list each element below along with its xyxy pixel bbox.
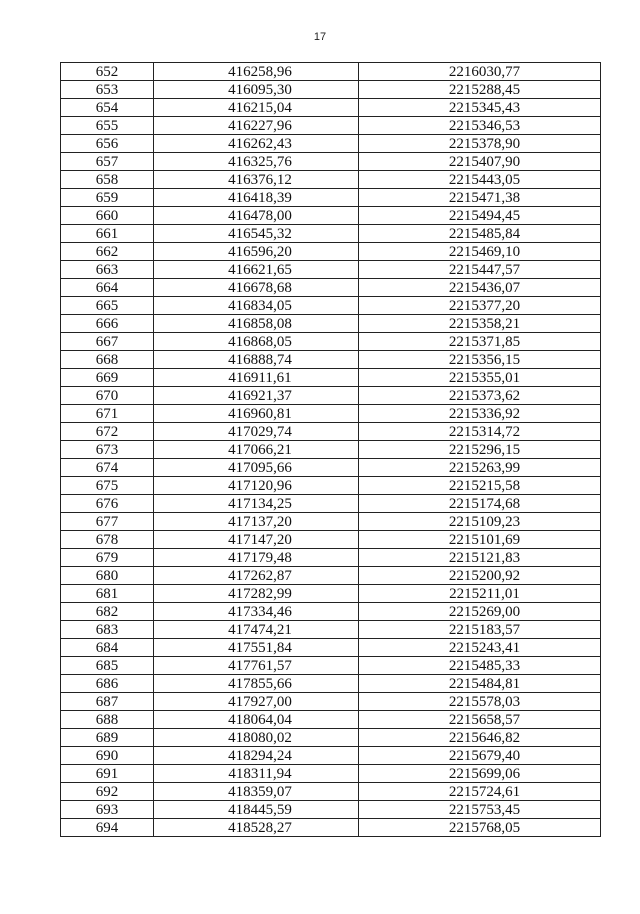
x-coordinate-cell: 416921,37: [154, 387, 359, 405]
x-coordinate-cell: 417137,20: [154, 513, 359, 531]
y-coordinate-cell: 2215288,45: [359, 81, 601, 99]
point-number-cell: 681: [61, 585, 154, 603]
y-coordinate-cell: 2215679,40: [359, 747, 601, 765]
point-number-cell: 678: [61, 531, 154, 549]
table-row: [61, 819, 601, 837]
x-coordinate-cell: 416888,74: [154, 351, 359, 369]
table-row: [61, 261, 601, 279]
x-coordinate-cell: 416227,96: [154, 117, 359, 135]
table-row: [61, 495, 601, 513]
table-row: [61, 423, 601, 441]
point-number-cell: 674: [61, 459, 154, 477]
y-coordinate-cell: 2215314,72: [359, 423, 601, 441]
point-number-cell: 675: [61, 477, 154, 495]
x-coordinate-cell: 416095,30: [154, 81, 359, 99]
table-row: [61, 369, 601, 387]
y-coordinate-cell: 2215436,07: [359, 279, 601, 297]
table-row: [61, 639, 601, 657]
point-number-cell: 661: [61, 225, 154, 243]
x-coordinate-cell: 418064,04: [154, 711, 359, 729]
table-row: [61, 621, 601, 639]
table-row: [61, 333, 601, 351]
x-coordinate-cell: 416325,76: [154, 153, 359, 171]
point-number-cell: 665: [61, 297, 154, 315]
table-row: [61, 585, 601, 603]
table-row: [61, 441, 601, 459]
y-coordinate-cell: 2215358,21: [359, 315, 601, 333]
table-row: [61, 225, 601, 243]
table-row: [61, 729, 601, 747]
y-coordinate-cell: 2215269,00: [359, 603, 601, 621]
y-coordinate-cell: 2215469,10: [359, 243, 601, 261]
x-coordinate-cell: 417066,21: [154, 441, 359, 459]
point-number-cell: 672: [61, 423, 154, 441]
y-coordinate-cell: 2215101,69: [359, 531, 601, 549]
point-number-cell: 682: [61, 603, 154, 621]
point-number-cell: 659: [61, 189, 154, 207]
y-coordinate-cell: 2215296,15: [359, 441, 601, 459]
y-coordinate-cell: 2215346,53: [359, 117, 601, 135]
table-row: [61, 513, 601, 531]
x-coordinate-cell: 416868,05: [154, 333, 359, 351]
y-coordinate-cell: 2215263,99: [359, 459, 601, 477]
y-coordinate-cell: 2215243,41: [359, 639, 601, 657]
table-row: [61, 783, 601, 801]
y-coordinate-cell: 2215356,15: [359, 351, 601, 369]
x-coordinate-cell: 416858,08: [154, 315, 359, 333]
point-number-cell: 691: [61, 765, 154, 783]
x-coordinate-cell: 416418,39: [154, 189, 359, 207]
point-number-cell: 694: [61, 819, 154, 837]
x-coordinate-cell: 416478,00: [154, 207, 359, 225]
table-row: [61, 567, 601, 585]
coordinates-table: [60, 62, 601, 837]
x-coordinate-cell: 416545,32: [154, 225, 359, 243]
point-number-cell: 657: [61, 153, 154, 171]
table-row: [61, 153, 601, 171]
table-row: [61, 207, 601, 225]
x-coordinate-cell: 417262,87: [154, 567, 359, 585]
table-row: [61, 531, 601, 549]
x-coordinate-cell: 416960,81: [154, 405, 359, 423]
table-row: [61, 297, 601, 315]
point-number-cell: 662: [61, 243, 154, 261]
x-coordinate-cell: 417927,00: [154, 693, 359, 711]
y-coordinate-cell: 2215355,01: [359, 369, 601, 387]
table-row: [61, 315, 601, 333]
table-row: [61, 387, 601, 405]
point-number-cell: 671: [61, 405, 154, 423]
y-coordinate-cell: 2215471,38: [359, 189, 601, 207]
table-row: [61, 189, 601, 207]
x-coordinate-cell: 418294,24: [154, 747, 359, 765]
table-row: [61, 405, 601, 423]
x-coordinate-cell: 416678,68: [154, 279, 359, 297]
point-number-cell: 667: [61, 333, 154, 351]
point-number-cell: 689: [61, 729, 154, 747]
y-coordinate-cell: 2215377,20: [359, 297, 601, 315]
point-number-cell: 663: [61, 261, 154, 279]
y-coordinate-cell: 2215447,57: [359, 261, 601, 279]
point-number-cell: 670: [61, 387, 154, 405]
y-coordinate-cell: 2215753,45: [359, 801, 601, 819]
y-coordinate-cell: 2215174,68: [359, 495, 601, 513]
table-row: [61, 135, 601, 153]
y-coordinate-cell: 2215494,45: [359, 207, 601, 225]
x-coordinate-cell: 417095,66: [154, 459, 359, 477]
point-number-cell: 676: [61, 495, 154, 513]
x-coordinate-cell: 417179,48: [154, 549, 359, 567]
point-number-cell: 656: [61, 135, 154, 153]
table-row: [61, 603, 601, 621]
table-row: [61, 459, 601, 477]
point-number-cell: 684: [61, 639, 154, 657]
table-row: [61, 63, 601, 81]
y-coordinate-cell: 2215371,85: [359, 333, 601, 351]
table-row: [61, 801, 601, 819]
x-coordinate-cell: 416258,96: [154, 63, 359, 81]
x-coordinate-cell: 417551,84: [154, 639, 359, 657]
y-coordinate-cell: 2215768,05: [359, 819, 601, 837]
point-number-cell: 655: [61, 117, 154, 135]
point-number-cell: 685: [61, 657, 154, 675]
table-row: [61, 351, 601, 369]
x-coordinate-cell: 418080,02: [154, 729, 359, 747]
table-row: [61, 117, 601, 135]
x-coordinate-cell: 418528,27: [154, 819, 359, 837]
y-coordinate-cell: 2215373,62: [359, 387, 601, 405]
x-coordinate-cell: 417855,66: [154, 675, 359, 693]
y-coordinate-cell: 2215407,90: [359, 153, 601, 171]
x-coordinate-cell: 416621,65: [154, 261, 359, 279]
y-coordinate-cell: 2215485,84: [359, 225, 601, 243]
x-coordinate-cell: 416596,20: [154, 243, 359, 261]
point-number-cell: 664: [61, 279, 154, 297]
table-row: [61, 81, 601, 99]
y-coordinate-cell: 2215578,03: [359, 693, 601, 711]
y-coordinate-cell: 2215646,82: [359, 729, 601, 747]
x-coordinate-cell: 416834,05: [154, 297, 359, 315]
point-number-cell: 687: [61, 693, 154, 711]
point-number-cell: 666: [61, 315, 154, 333]
coordinates-table-body: [61, 63, 601, 837]
x-coordinate-cell: 417147,20: [154, 531, 359, 549]
y-coordinate-cell: 2215724,61: [359, 783, 601, 801]
point-number-cell: 683: [61, 621, 154, 639]
point-number-cell: 680: [61, 567, 154, 585]
y-coordinate-cell: 2215200,92: [359, 567, 601, 585]
y-coordinate-cell: 2215336,92: [359, 405, 601, 423]
table-row: [61, 99, 601, 117]
page-number: 17: [313, 31, 327, 43]
point-number-cell: 693: [61, 801, 154, 819]
x-coordinate-cell: 418311,94: [154, 765, 359, 783]
x-coordinate-cell: 418359,07: [154, 783, 359, 801]
point-number-cell: 652: [61, 63, 154, 81]
y-coordinate-cell: 2215211,01: [359, 585, 601, 603]
x-coordinate-cell: 418445,59: [154, 801, 359, 819]
x-coordinate-cell: 417334,46: [154, 603, 359, 621]
point-number-cell: 669: [61, 369, 154, 387]
table-row: [61, 657, 601, 675]
point-number-cell: 688: [61, 711, 154, 729]
point-number-cell: 690: [61, 747, 154, 765]
table-row: [61, 279, 601, 297]
y-coordinate-cell: 2215183,57: [359, 621, 601, 639]
y-coordinate-cell: 2215378,90: [359, 135, 601, 153]
x-coordinate-cell: 417120,96: [154, 477, 359, 495]
table-row: [61, 711, 601, 729]
table-row: [61, 675, 601, 693]
table-row: [61, 693, 601, 711]
x-coordinate-cell: 417029,74: [154, 423, 359, 441]
point-number-cell: 653: [61, 81, 154, 99]
y-coordinate-cell: 2215345,43: [359, 99, 601, 117]
point-number-cell: 658: [61, 171, 154, 189]
point-number-cell: 668: [61, 351, 154, 369]
y-coordinate-cell: 2215484,81: [359, 675, 601, 693]
x-coordinate-cell: 417282,99: [154, 585, 359, 603]
point-number-cell: 686: [61, 675, 154, 693]
x-coordinate-cell: 416376,12: [154, 171, 359, 189]
x-coordinate-cell: 416911,61: [154, 369, 359, 387]
table-row: [61, 549, 601, 567]
point-number-cell: 654: [61, 99, 154, 117]
point-number-cell: 679: [61, 549, 154, 567]
y-coordinate-cell: 2215109,23: [359, 513, 601, 531]
table-row: [61, 747, 601, 765]
table-row: [61, 243, 601, 261]
y-coordinate-cell: 2215121,83: [359, 549, 601, 567]
x-coordinate-cell: 417474,21: [154, 621, 359, 639]
table-row: [61, 477, 601, 495]
table-row: [61, 765, 601, 783]
y-coordinate-cell: 2215443,05: [359, 171, 601, 189]
x-coordinate-cell: 417761,57: [154, 657, 359, 675]
y-coordinate-cell: 2215215,58: [359, 477, 601, 495]
point-number-cell: 673: [61, 441, 154, 459]
y-coordinate-cell: 2216030,77: [359, 63, 601, 81]
point-number-cell: 660: [61, 207, 154, 225]
table-row: [61, 171, 601, 189]
point-number-cell: 692: [61, 783, 154, 801]
x-coordinate-cell: 417134,25: [154, 495, 359, 513]
x-coordinate-cell: 416262,43: [154, 135, 359, 153]
point-number-cell: 677: [61, 513, 154, 531]
y-coordinate-cell: 2215485,33: [359, 657, 601, 675]
x-coordinate-cell: 416215,04: [154, 99, 359, 117]
y-coordinate-cell: 2215658,57: [359, 711, 601, 729]
y-coordinate-cell: 2215699,06: [359, 765, 601, 783]
